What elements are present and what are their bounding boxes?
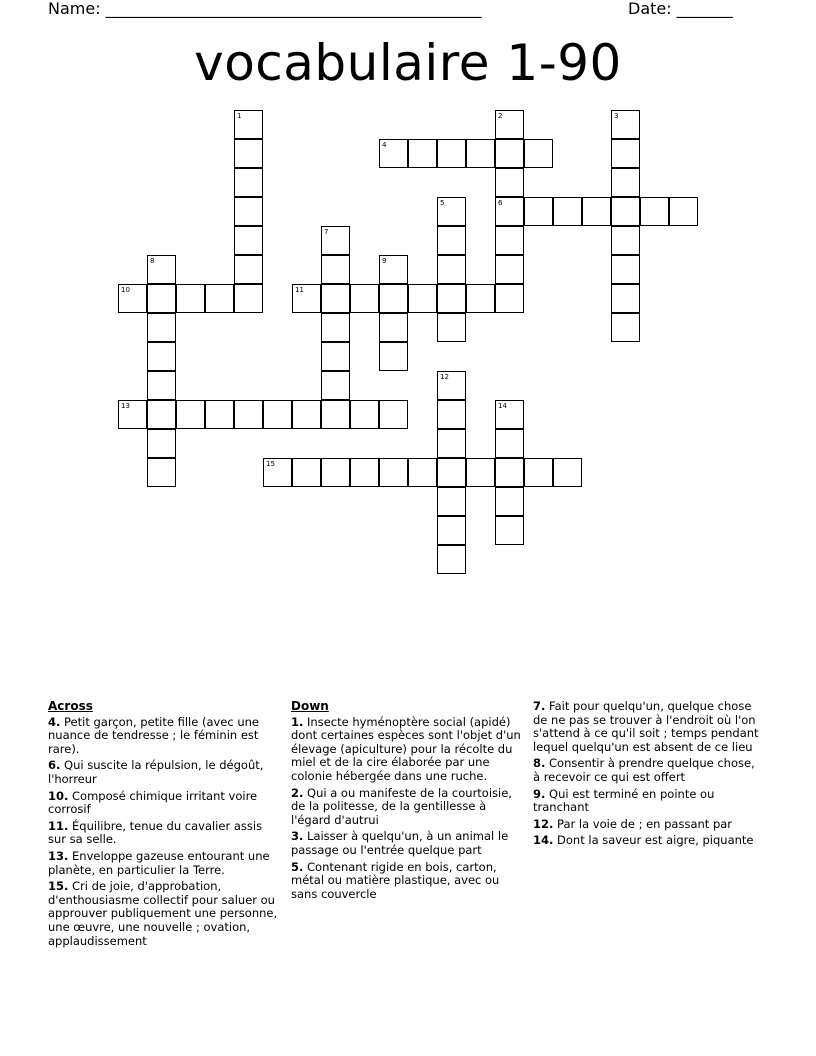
crossword-cell[interactable] [437, 429, 466, 458]
clue-item [291, 787, 523, 828]
crossword-cell[interactable] [379, 458, 408, 487]
crossword-cell[interactable] [495, 255, 524, 284]
crossword-cell[interactable] [408, 458, 437, 487]
crossword-cell[interactable] [379, 400, 408, 429]
clue-item-number: 9. [533, 786, 546, 801]
crossword-cell[interactable] [524, 458, 553, 487]
crossword-cell[interactable] [495, 168, 524, 197]
clue-number: 7 [324, 228, 329, 236]
clue-item [48, 880, 280, 948]
clue-number: 12 [440, 373, 449, 381]
crossword-cell[interactable] [379, 139, 408, 168]
crossword-cell[interactable] [263, 458, 292, 487]
crossword-cell[interactable] [321, 226, 350, 255]
clue-item-text: Dont la saveur est aigre, piquante [553, 833, 754, 848]
clue-number: 15 [266, 460, 275, 468]
down-clues [291, 700, 523, 904]
crossword-cell[interactable] [205, 284, 234, 313]
clue-item-number: 3. [291, 829, 304, 844]
crossword-cell[interactable] [582, 197, 611, 226]
clue-number: 10 [121, 286, 130, 294]
crossword-cell[interactable] [437, 371, 466, 400]
clue-item-text: Fait pour quelqu'un, quelque chose de ne pas se trouver à l'endroit où l'on s'attend à ce qu'il soit ; temps pendant lequel quelqu'un est absent de ce lieu [533, 699, 759, 754]
crossword-cell[interactable] [611, 168, 640, 197]
clue-number: 6 [498, 199, 503, 207]
crossword-cell[interactable] [147, 400, 176, 429]
clue-item-text: Qui suscite la répulsion, le dégoût, l'horreur [48, 758, 264, 786]
clue-number: 8 [150, 257, 155, 265]
clue-item-number: 14. [533, 833, 554, 848]
crossword-cell[interactable] [611, 255, 640, 284]
crossword-cell[interactable] [495, 284, 524, 313]
crossword-cell[interactable] [524, 139, 553, 168]
crossword-cell[interactable] [147, 284, 176, 313]
crossword-cell[interactable] [437, 197, 466, 226]
crossword-cell[interactable] [234, 255, 263, 284]
clue-number: 4 [382, 141, 387, 149]
clue-item-number: 13. [48, 848, 69, 863]
down-clue-list-continued [533, 700, 765, 848]
clue-item [291, 716, 523, 784]
clue-item-number: 6. [48, 758, 61, 773]
clue-item-text: Petit garçon, petite fille (avec une nuance de tendresse ; le féminin est rare). [48, 714, 260, 756]
crossword-cell[interactable] [466, 284, 495, 313]
crossword-cell[interactable] [611, 313, 640, 342]
crossword-cell[interactable] [611, 226, 640, 255]
crossword-cell[interactable] [495, 139, 524, 168]
clue-item-text: Enveloppe gazeuse entourant une planète, en particulier la Terre. [48, 848, 270, 877]
crossword-cell[interactable] [234, 139, 263, 168]
clue-number: 9 [382, 257, 387, 265]
clue-item-number: 8. [533, 756, 546, 771]
clue-item [48, 850, 280, 877]
clue-item [533, 788, 765, 815]
clue-number: 13 [121, 402, 130, 410]
crossword-cell[interactable] [234, 197, 263, 226]
crossword-cell[interactable] [350, 400, 379, 429]
crossword-cell[interactable] [321, 458, 350, 487]
crossword-cell[interactable] [234, 400, 263, 429]
crossword-cell[interactable] [437, 458, 466, 487]
crossword-cell[interactable] [495, 487, 524, 516]
name-field-label: Name: _______________________________________________ [48, 0, 482, 18]
clue-item-text: Laisser à quelqu'un, à un animal le passage ou l'entrée quelque part [291, 829, 509, 857]
clue-item-number: 5. [291, 859, 304, 874]
crossword-cell[interactable] [321, 284, 350, 313]
clue-item [48, 790, 280, 817]
down-heading: Down [291, 699, 329, 713]
crossword-cell[interactable] [437, 139, 466, 168]
crossword-cell[interactable] [437, 255, 466, 284]
clue-item-text: Équilibre, tenue du cavalier assis sur sa selle. [48, 818, 263, 847]
clue-item-text: Cri de joie, d'approbation, d'enthousiasme collectif pour saluer ou approuver publiquement une personne, une œuvre, une nouvelle ; ovation, applaudissement [48, 879, 278, 948]
crossword-cell[interactable] [495, 429, 524, 458]
clue-item [48, 716, 280, 757]
crossword-cell[interactable] [263, 400, 292, 429]
crossword-cell[interactable] [234, 284, 263, 313]
crossword-cell[interactable] [495, 516, 524, 545]
clue-item-text: Par la voie de ; en passant par [553, 816, 733, 831]
clue-item-text: Qui est terminé en pointe ou tranchant [533, 786, 715, 815]
crossword-cell[interactable] [379, 342, 408, 371]
clue-item-number: 2. [291, 785, 304, 800]
clue-number: 5 [440, 199, 445, 207]
clue-item-text: Insecte hyménoptère social (apidé) dont certaines espèces sont l'objet d'un élevage (apiculture) pour la récolte du miel et de la cire élaborée par une colonie hébergée dans une ruche. [291, 714, 521, 783]
clue-item-text: Composé chimique irritant voire corrosif [48, 788, 258, 817]
clue-item-number: 11. [48, 818, 69, 833]
across-clues [48, 700, 280, 951]
clue-item-number: 10. [48, 788, 69, 803]
crossword-cell[interactable] [437, 400, 466, 429]
crossword-cell[interactable] [437, 226, 466, 255]
crossword-cell[interactable] [234, 168, 263, 197]
crossword-cell[interactable] [379, 284, 408, 313]
crossword-cell[interactable] [147, 458, 176, 487]
clue-item [533, 700, 765, 754]
clue-item-number: 1. [291, 714, 304, 729]
crossword-cell[interactable] [553, 197, 582, 226]
crossword-cell[interactable] [495, 226, 524, 255]
clue-item-number: 12. [533, 816, 554, 831]
crossword-cell[interactable] [118, 400, 147, 429]
crossword-cell[interactable] [350, 284, 379, 313]
clue-item-text: Contenant rigide en bois, carton, métal ou matière plastique, avec ou sans couvercle [291, 859, 500, 901]
crossword-cell[interactable] [292, 284, 321, 313]
crossword-cell[interactable] [321, 342, 350, 371]
clue-number: 3 [614, 112, 619, 120]
across-clue-list [48, 716, 280, 949]
crossword-cell[interactable] [437, 284, 466, 313]
crossword-cell[interactable] [466, 139, 495, 168]
crossword-cell[interactable] [147, 255, 176, 284]
crossword-cell[interactable] [118, 284, 147, 313]
date-field-label: Date: _______ [628, 0, 733, 18]
crossword-cell[interactable] [437, 313, 466, 342]
clue-item-text: Qui a ou manifeste de la courtoisie, de la politesse, de la gentillesse à l'égard d'autrui [291, 785, 512, 827]
down-clue-list [291, 716, 523, 902]
crossword-cell[interactable] [437, 516, 466, 545]
crossword-cell[interactable] [495, 400, 524, 429]
clue-item-number: 7. [533, 699, 546, 713]
crossword-cell[interactable] [495, 197, 524, 226]
crossword-cell[interactable] [147, 429, 176, 458]
crossword-cell[interactable] [379, 313, 408, 342]
crossword-cell[interactable] [321, 313, 350, 342]
crossword-cell[interactable] [321, 371, 350, 400]
crossword-cell[interactable] [669, 197, 698, 226]
crossword-cell[interactable] [437, 545, 466, 574]
crossword-cell[interactable] [466, 458, 495, 487]
puzzle-title: vocabulaire 1-90 [194, 34, 622, 92]
crossword-cell[interactable] [611, 110, 640, 139]
crossword-cell[interactable] [234, 226, 263, 255]
clue-item [48, 820, 280, 847]
clue-number: 2 [498, 112, 503, 120]
crossword-cell[interactable] [205, 400, 234, 429]
crossword-cell[interactable] [147, 313, 176, 342]
crossword-cell[interactable] [495, 458, 524, 487]
clue-item-text: Consentir à prendre quelque chose, à recevoir ce qui est offert [533, 756, 755, 784]
crossword-cell[interactable] [176, 284, 205, 313]
clue-item [291, 861, 523, 902]
clue-item [533, 818, 765, 832]
crossword-cell[interactable] [640, 197, 669, 226]
crossword-cell[interactable] [321, 400, 350, 429]
clue-item-number: 15. [48, 879, 69, 894]
crossword-cell[interactable] [495, 110, 524, 139]
crossword-cell[interactable] [408, 284, 437, 313]
clue-item [533, 834, 765, 848]
clue-item [48, 759, 280, 786]
clue-item-number: 4. [48, 714, 61, 729]
clue-item [291, 830, 523, 857]
clue-number: 11 [295, 286, 304, 294]
crossword-cell[interactable] [292, 400, 321, 429]
crossword-cell[interactable] [176, 400, 205, 429]
clue-number: 1 [237, 112, 242, 120]
crossword-cell[interactable] [524, 197, 553, 226]
across-heading: Across [48, 699, 93, 713]
clue-item [533, 757, 765, 784]
crossword-cell[interactable] [379, 255, 408, 284]
crossword-cell[interactable] [321, 255, 350, 284]
clue-number: 14 [498, 402, 507, 410]
crossword-cell[interactable] [611, 139, 640, 168]
crossword-cell[interactable] [553, 458, 582, 487]
crossword-cell[interactable] [147, 371, 176, 400]
crossword-cell[interactable] [147, 342, 176, 371]
crossword-cell[interactable] [437, 487, 466, 516]
crossword-cell[interactable] [292, 458, 321, 487]
crossword-cell[interactable] [234, 110, 263, 139]
crossword-cell[interactable] [611, 197, 640, 226]
crossword-cell[interactable] [611, 284, 640, 313]
crossword-cell[interactable] [350, 458, 379, 487]
crossword-cell[interactable] [408, 139, 437, 168]
down-clues-continued [533, 700, 765, 851]
